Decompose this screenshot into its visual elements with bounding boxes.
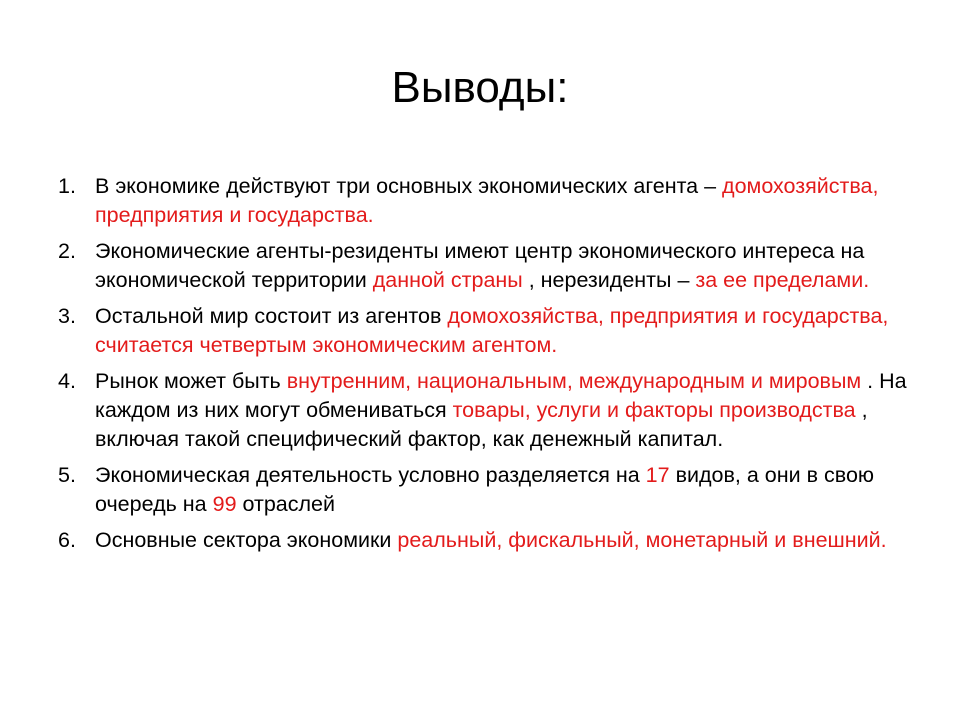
list-item <box>58 461 908 519</box>
text-segment: видов, а они в свою очередь на <box>95 463 875 516</box>
item-number: 3. <box>58 304 76 328</box>
item-number: 6. <box>58 528 76 552</box>
item-text <box>95 528 887 552</box>
list-item <box>58 367 908 454</box>
text-segment: Экономические агенты-резиденты имеют центр экономического интереса на экономической территории <box>95 239 865 292</box>
list-item <box>58 172 908 230</box>
text-segment: , включая такой специфический фактор, как денежный капитал. <box>95 398 868 451</box>
highlight-segment: реальный, фискальный, монетарный и внешний. <box>397 528 887 552</box>
item-number: 4. <box>58 369 76 393</box>
list-item <box>58 237 908 295</box>
conclusions-list <box>58 172 908 562</box>
text-segment: Остальной мир состоит из агентов <box>95 304 448 328</box>
highlight-segment: товары, услуги и факторы производства <box>452 398 856 422</box>
text-segment: Основные сектора экономики <box>95 528 398 552</box>
highlight-segment: внутренним, национальным, международным и мировым <box>286 369 862 393</box>
item-text <box>95 304 888 357</box>
slide-title: Выводы: <box>391 63 569 112</box>
text-segment: отраслей <box>236 492 336 516</box>
list-item <box>58 302 908 360</box>
text-segment: . На каждом из них могут обмениваться <box>95 369 907 422</box>
text-segment: , нерезиденты – <box>522 268 696 292</box>
highlight-segment: за ее пределами. <box>695 268 870 292</box>
item-text <box>95 239 869 292</box>
item-text <box>95 463 874 516</box>
list-item <box>58 526 908 555</box>
item-text <box>95 369 907 451</box>
text-segment: В экономике действуют три основных экономических агента – <box>95 174 723 198</box>
highlight-segment: 17 <box>645 463 670 487</box>
item-number: 2. <box>58 239 76 263</box>
item-number: 5. <box>58 463 76 487</box>
item-number: 1. <box>58 174 76 198</box>
item-text <box>95 174 879 227</box>
highlight-segment: домохозяйства, предприятия и государства, считается четвертым экономическим агентом. <box>95 304 889 357</box>
highlight-segment: 99 <box>212 492 237 516</box>
text-segment: Экономическая деятельность условно разделяется на <box>95 463 646 487</box>
highlight-segment: домохозяйства, предприятия и государства. <box>95 174 879 227</box>
text-segment: Рынок может быть <box>95 369 287 393</box>
highlight-segment: данной страны <box>372 268 523 292</box>
